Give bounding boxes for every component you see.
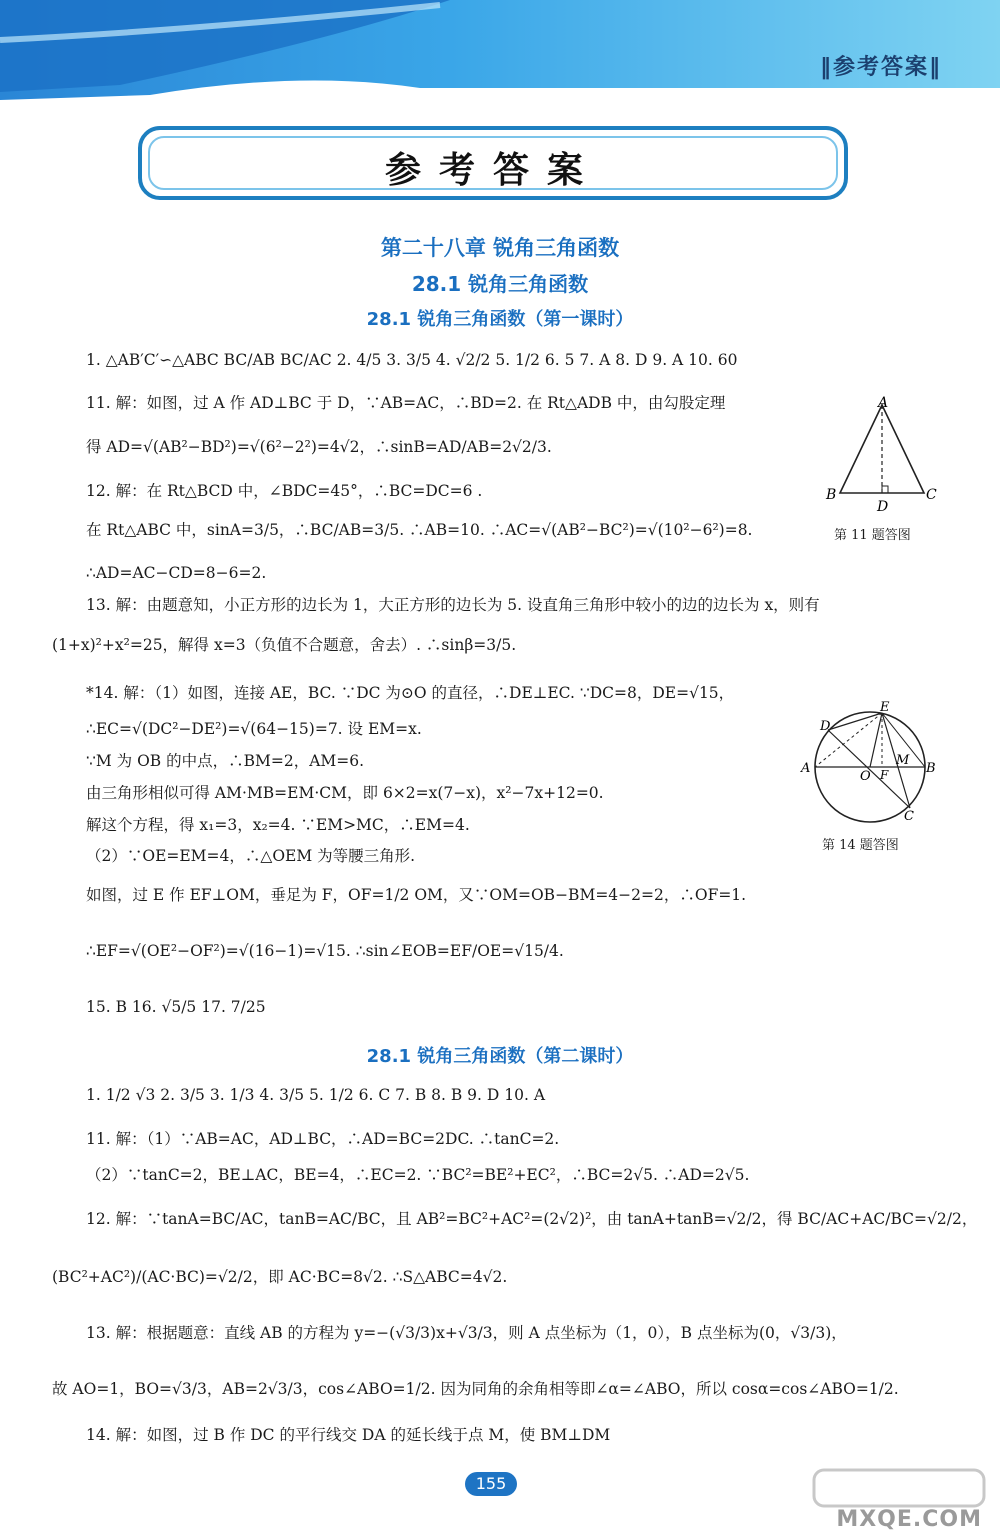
figure-14-circle — [798, 700, 943, 825]
fig14-label-e: E — [880, 700, 890, 715]
lesson2-heading: 28.1 锐角三角函数（第二课时） — [366, 1046, 634, 1067]
answer-line: 解这个方程，得 x₁=3，x₂=4. ∵EM>MC，∴EM=4. — [86, 816, 470, 834]
fig14-label-c: C — [904, 809, 914, 824]
section-heading: 28.1 锐角三角函数 — [411, 272, 589, 296]
answer-line: 由三角形相似可得 AM·MB=EM·CM，即 6×2=x(7−x)，x²−7x+12=0. — [86, 784, 604, 802]
fig14-label-f: F — [880, 768, 889, 782]
answer-line: 12. 解：∵tanA=BC/AC，tanB=AC/BC，且 AB²=BC²+AC²=(2√2)²，由 tanA+tanB=√2/2，得 BC/AC+AC/BC=√2/2， — [86, 1210, 978, 1228]
page-title: 参考答案 — [384, 150, 601, 191]
answer-line: 1. △AB′C′∽△ABC BC/AB BC/AC 2. 4/5 3. 3/5 4. √2/2 5. 1/2 6. 5 7. A 8. D 9. A 10. 60 — [86, 351, 738, 369]
answer-line: 得 AD=√(AB²−BD²)=√(6²−2²)=4√2，∴sinB=AD/AB=2√2/3. — [86, 438, 552, 456]
answer-line: 14. 解：如图，过 B 作 DC 的平行线交 DA 的延长线于点 M，使 BM⊥DM — [86, 1426, 611, 1444]
answer-line: ∵M 为 OB 的中点，∴BM=2，AM=6. — [86, 752, 365, 770]
answer-line: 15. B 16. √5/5 17. 7/25 — [86, 998, 266, 1016]
fig14-label-a: A — [801, 761, 811, 776]
title-box — [138, 126, 848, 200]
answer-line: 11. 解：（1）∵AB=AC，AD⊥BC，∴AD=BC=2DC. ∴tanC=2. — [86, 1130, 560, 1148]
answer-line: 1. 1/2 √3 2. 3/5 3. 1/3 4. 3/5 5. 1/2 6. C 7. B 8. B 9. D 10. A — [86, 1086, 546, 1104]
fig14-label-d: D — [820, 719, 831, 734]
answer-line: ∴EC=√(DC²−DE²)=√(64−15)=7. 设 EM=x. — [86, 720, 422, 738]
fig11-label-a: A — [878, 395, 889, 411]
answer-line: *14. 解：（1）如图，连接 AE，BC. ∵DC 为⊙O 的直径，∴DE⊥EC. ∵DC=8，DE=√15， — [86, 684, 735, 702]
figure-11-caption: 第 11 题答图 — [834, 528, 911, 543]
fig11-label-d: D — [877, 499, 889, 515]
answer-line: 故 AO=1，BO=√3/3，AB=2√3/3，cos∠ABO=1/2. 因为同角的余角相等即∠α=∠ABO，所以 cosα=cos∠ABO=1/2. — [52, 1380, 899, 1398]
page-number: 155 — [465, 1472, 517, 1496]
fig11-label-b: B — [826, 487, 837, 503]
answer-line: 11. 解：如图，过 A 作 AD⊥BC 于 D，∵AB=AC，∴BD=2. 在 Rt△ADB 中，由勾股定理 — [86, 394, 726, 412]
fig14-label-b: B — [926, 761, 936, 776]
chapter-heading: 第二十八章 锐角三角函数 — [380, 236, 620, 260]
answer-line: （2）∵tanC=2，BE⊥AC，BE=4，∴EC=2. ∵BC²=BE²+EC²，∴BC=2√5. ∴AD=2√5. — [86, 1166, 750, 1184]
answer-line: (BC²+AC²)/(AC·BC)=√2/2，即 AC·BC=8√2. ∴S△ABC=4√2. — [52, 1268, 508, 1286]
fig14-label-m: M — [896, 753, 910, 768]
answer-line: 12. 解：在 Rt△BCD 中，∠BDC=45°，∴BC=DC=6 . — [86, 482, 483, 500]
figure-11-triangle — [820, 395, 940, 520]
answer-line: ∴AD=AC−CD=8−6=2. — [86, 564, 267, 582]
answer-line: 13. 解：根据题意：直线 AB 的方程为 y=−(√3/3)x+√3/3，则 A 点坐标为（1，0），B 点坐标为(0，√3/3)， — [86, 1324, 847, 1342]
answer-line: 如图，过 E 作 EF⊥OM，垂足为 F，OF=1/2 OM，又∵OM=OB−BM=4−2=2，∴OF=1. — [86, 886, 747, 904]
answer-line: (1+x)²+x²=25，解得 x=3（负值不合题意，舍去）. ∴sinβ=3/5. — [52, 636, 517, 654]
figure-14-caption: 第 14 题答图 — [822, 838, 899, 853]
answer-line: ∴EF=√(OE²−OF²)=√(16−1)=√15. ∴sin∠EOB=EF/OE=√15/4. — [86, 942, 564, 960]
fig14-label-o: O — [860, 769, 871, 784]
lesson1-heading: 28.1 锐角三角函数（第一课时） — [366, 309, 634, 330]
fig11-label-c: C — [926, 487, 937, 503]
answer-line: 13. 解：由题意知，小正方形的边长为 1，大正方形的边长为 5. 设直角三角形中较小的边的边长为 x，则有 — [86, 596, 820, 614]
answer-line: 在 Rt△ABC 中，sinA=3/5，∴BC/AB=3/5. ∴AB=10. ∴AC=√(AB²−BC²)=√(10²−6²)=8. — [86, 521, 753, 539]
answer-line: （2）∵OE=EM=4，∴△OEM 为等腰三角形. — [86, 847, 416, 865]
watermark-text: MXQE.COM — [836, 1507, 982, 1532]
corner-section-tag: ‖参考答案‖ — [819, 55, 942, 80]
